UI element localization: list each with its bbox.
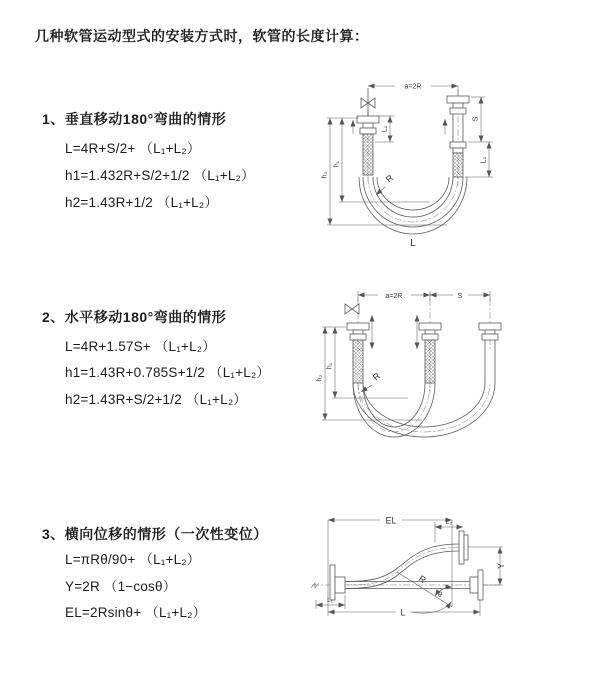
dim-label-s: S: [472, 116, 480, 122]
section-2-formula-l: L=4R+1.57S+ （L₁+L₂）: [65, 339, 216, 354]
radius-callout: [361, 370, 383, 392]
right-fitting: [479, 323, 501, 383]
dim-label-l2: L₂: [480, 156, 488, 164]
dim-label-l2: L₂: [445, 519, 453, 526]
dimension-l1: [316, 595, 345, 609]
section-2-formula-h2: h2=1.43R+S/2+1/2 （L₁+L₂）: [65, 392, 247, 407]
dimension-stroke-s: [465, 97, 493, 177]
diagram-lateral-displacement: [300, 500, 600, 675]
angle-label: θ: [438, 592, 442, 599]
section-1-formula-h1: h1=1.432R+S/2+1/2 （L₁+L₂）: [65, 168, 255, 183]
section-3-formula-y: Y=2R （1−cosθ）: [65, 579, 177, 594]
middle-fitting: [419, 323, 441, 383]
section-1-formula-l: L=4R+S/2+ （L₁+L₂）: [65, 141, 201, 156]
dim-label-h1: h₁: [326, 362, 334, 370]
dim-label-a2r: a=2R: [385, 293, 403, 300]
radius-label: R: [416, 573, 428, 586]
dimension-heights: [317, 327, 423, 420]
radius-label: R: [370, 370, 383, 383]
dim-label-l1: L₁: [327, 597, 333, 604]
section-3-formula-el: EL=2Rsinθ+ （L₁+L₂）: [65, 605, 207, 620]
fitting-length-dims: [372, 315, 417, 349]
left-flange: [330, 565, 345, 600]
dim-label-h2: h₂: [321, 171, 329, 179]
section-2-formula-h1: h1=1.43R+0.785S+1/2 （L₁+L₂）: [65, 365, 271, 380]
section-1-formula-h2: h2=1.43R+1/2 （L₁+L₂）: [65, 195, 219, 210]
dim-label-a2r: a=2R: [404, 83, 422, 91]
section-3-formula-l: L=πRθ/90+ （L₁+L₂）: [65, 552, 201, 567]
dimension-width: [368, 80, 458, 98]
valve-icon: [361, 88, 375, 116]
diagram-vertical-180-bend: [315, 72, 585, 267]
dimension-el: [328, 514, 452, 616]
diagram-horizontal-180-bend: [300, 283, 590, 473]
radius-callout: [376, 172, 396, 195]
dim-label-h2: h₂: [316, 374, 324, 382]
length-label: L: [410, 238, 416, 249]
section-2-heading: 2、水平移动180°弯曲的情形: [42, 309, 227, 325]
valve-icon: [345, 304, 359, 314]
dim-label-y: Y: [496, 562, 506, 570]
top-right-flange: [459, 531, 468, 564]
dim-label-el: EL: [385, 515, 397, 526]
left-fitting: [357, 116, 379, 175]
dim-label-l1: L₁: [381, 125, 389, 133]
page-title: 几种软管运动型式的安装方式时，软管的长度计算：: [35, 28, 369, 44]
dim-label-h1: h₁: [333, 160, 341, 168]
dim-label-l: L: [400, 607, 406, 618]
dim-label-s: S: [457, 293, 463, 300]
dimension-top: [358, 290, 490, 301]
dimension-heights: [322, 118, 448, 225]
right-fitting: [447, 96, 469, 177]
dimension-l: [328, 600, 480, 618]
section-3-heading: 3、横向位移的情形（一次性变位）: [42, 526, 268, 542]
left-fitting: [347, 323, 369, 383]
radius-label: R: [383, 172, 396, 185]
hose-u-bend: [359, 177, 467, 234]
section-1-heading: 1、垂直移动180°弯曲的情形: [42, 111, 227, 127]
